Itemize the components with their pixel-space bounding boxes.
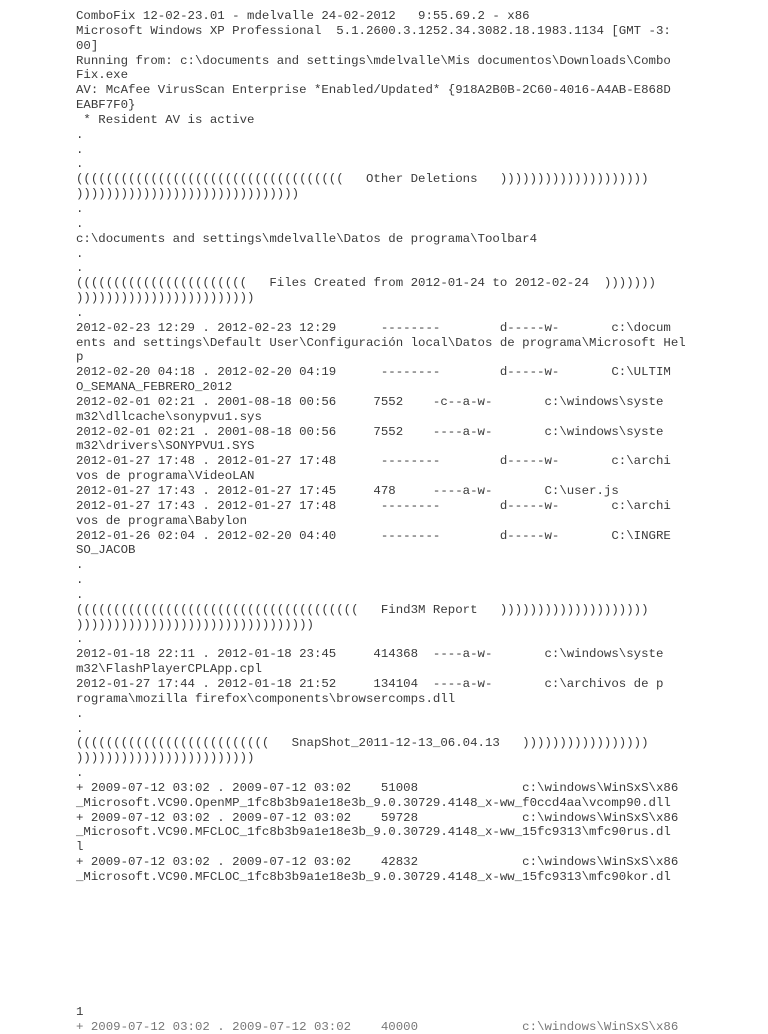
combofix-log-text [76, 9, 686, 885]
log-line: Fix.exe [76, 68, 129, 83]
log-line: 2012-01-27 17:43 . 2012-01-27 17:48 -------- d-----w- c:\archi [76, 498, 671, 513]
log-line: 2012-02-01 02:21 . 2001-08-18 00:56 7552 -c--a-w- c:\windows\syste [76, 394, 664, 409]
log-line: AV: McAfee VirusScan Enterprise *Enabled/Updated* {918A2B0B-2C60-4016-A4AB-E868D [76, 83, 671, 98]
log-line: 2012-01-27 17:44 . 2012-01-18 21:52 134104 ----a-w- c:\archivos de p [76, 676, 664, 691]
log-line: O_SEMANA_FEBRERO_2012 [76, 380, 233, 395]
log-line: + 2009-07-12 03:02 . 2009-07-12 03:02 42832 c:\windows\WinSxS\x86 [76, 855, 679, 870]
log-line: EABF7F0} [76, 98, 136, 113]
log-line: _Microsoft.VC90.OpenMP_1fc8b3b9a1e18e3b_9.0.30729.4148_x-ww_f0ccd4aa\vcomp90.dll [76, 795, 671, 810]
log-line: . [76, 246, 84, 261]
log-line: rograma\mozilla firefox\components\browsercomps.dll [76, 691, 456, 706]
log-line: . [76, 261, 84, 276]
log-line: (((((((((((((((((((((((((((((((((((( Other Deletions )))))))))))))))))))) [76, 172, 649, 187]
log-line: p [76, 350, 84, 365]
log-line: m32\drivers\SONYPVU1.SYS [76, 439, 255, 454]
log-line: . [76, 573, 84, 588]
log-line: _Microsoft.VC90.MFCLOC_1fc8b3b9a1e18e3b_9.0.30729.4148_x-ww_15fc9313\mfc90rus.dl [76, 825, 671, 840]
log-line: ents and settings\Default User\Configuración local\Datos de programa\Microsoft Hel [76, 335, 686, 350]
log-line: ComboFix 12-02-23.01 - mdelvalle 24-02-2012 9:55.69.2 - x86 [76, 9, 530, 23]
log-line: )))))))))))))))))))))))))))))) [76, 187, 300, 202]
log-line: 2012-02-23 12:29 . 2012-02-23 12:29 -------- d-----w- c:\docum [76, 320, 671, 335]
log-line: 00] [76, 38, 99, 53]
log-line: . [76, 157, 84, 172]
page-number: 1 [76, 1005, 84, 1019]
log-line: vos de programa\Babylon [76, 513, 248, 528]
log-line: 2012-02-20 04:18 . 2012-02-20 04:19 -------- d-----w- C:\ULTIM [76, 365, 671, 380]
log-line: . [76, 721, 84, 736]
log-line: 2012-01-27 17:43 . 2012-01-27 17:45 478 ----a-w- C:\user.js [76, 484, 619, 498]
log-line: . [76, 587, 84, 602]
log-line: SO_JACOB [76, 543, 136, 558]
log-line: + 2009-07-12 03:02 . 2009-07-12 03:02 51008 c:\windows\WinSxS\x86 [76, 780, 679, 795]
log-line: )))))))))))))))))))))))) [76, 291, 255, 306]
log-line: + 2009-07-12 03:02 . 2009-07-12 03:02 59728 c:\windows\WinSxS\x86 [76, 810, 679, 825]
log-line: 2012-01-18 22:11 . 2012-01-18 23:45 414368 ----a-w- c:\windows\syste [76, 647, 664, 662]
log-line: m32\FlashPlayerCPLApp.cpl [76, 662, 262, 677]
log-line: Microsoft Windows XP Professional 5.1.2600.3.1252.34.3082.18.1983.1134 [GMT -3: [76, 23, 671, 38]
log-line: (((((((((((((((((((((((((( SnapShot_2011-12-13_06.04.13 ))))))))))))))))) [76, 736, 649, 751]
log-line: 2012-01-27 17:48 . 2012-01-27 17:48 -------- d-----w- c:\archi [76, 454, 671, 469]
log-line: . [76, 558, 84, 573]
log-line: m32\dllcache\sonypvu1.sys [76, 409, 262, 424]
log-line: . [76, 216, 84, 231]
log-line: . [76, 706, 84, 721]
log-line: c:\documents and settings\mdelvalle\Datos de programa\Toolbar4 [76, 231, 538, 246]
log-line: . [76, 201, 84, 216]
log-line: . [76, 142, 84, 157]
log-line: . [76, 766, 84, 781]
log-line: . [76, 127, 84, 142]
log-line: ((((((((((((((((((((((( Files Created from 2012-01-24 to 2012-02-24 ))))))) [76, 276, 656, 291]
log-line: )))))))))))))))))))))))) [76, 751, 255, 766]
log-line: l [76, 840, 84, 855]
log-line: . [76, 632, 84, 647]
next-line-cut-off: + 2009-07-12 03:02 . 2009-07-12 03:02 40000 c:\windows\WinSxS\x86 [76, 1020, 679, 1034]
log-line: 2012-02-01 02:21 . 2001-08-18 00:56 7552 ----a-w- c:\windows\syste [76, 424, 664, 439]
log-line: . [76, 305, 84, 320]
log-line: vos de programa\VideoLAN [76, 469, 255, 484]
log-line: 2012-01-26 02:04 . 2012-02-20 04:40 -------- d-----w- C:\INGRE [76, 528, 671, 543]
log-line: (((((((((((((((((((((((((((((((((((((( Find3M Report )))))))))))))))))))) [76, 602, 649, 617]
log-line: _Microsoft.VC90.MFCLOC_1fc8b3b9a1e18e3b_9.0.30729.4148_x-ww_15fc9313\mfc90kor.dl [76, 869, 671, 884]
log-line: )))))))))))))))))))))))))))))))) [76, 617, 314, 632]
log-line: Running from: c:\documents and settings\mdelvalle\Mis documentos\Downloads\Combo [76, 53, 671, 68]
log-line: * Resident AV is active [76, 112, 255, 127]
